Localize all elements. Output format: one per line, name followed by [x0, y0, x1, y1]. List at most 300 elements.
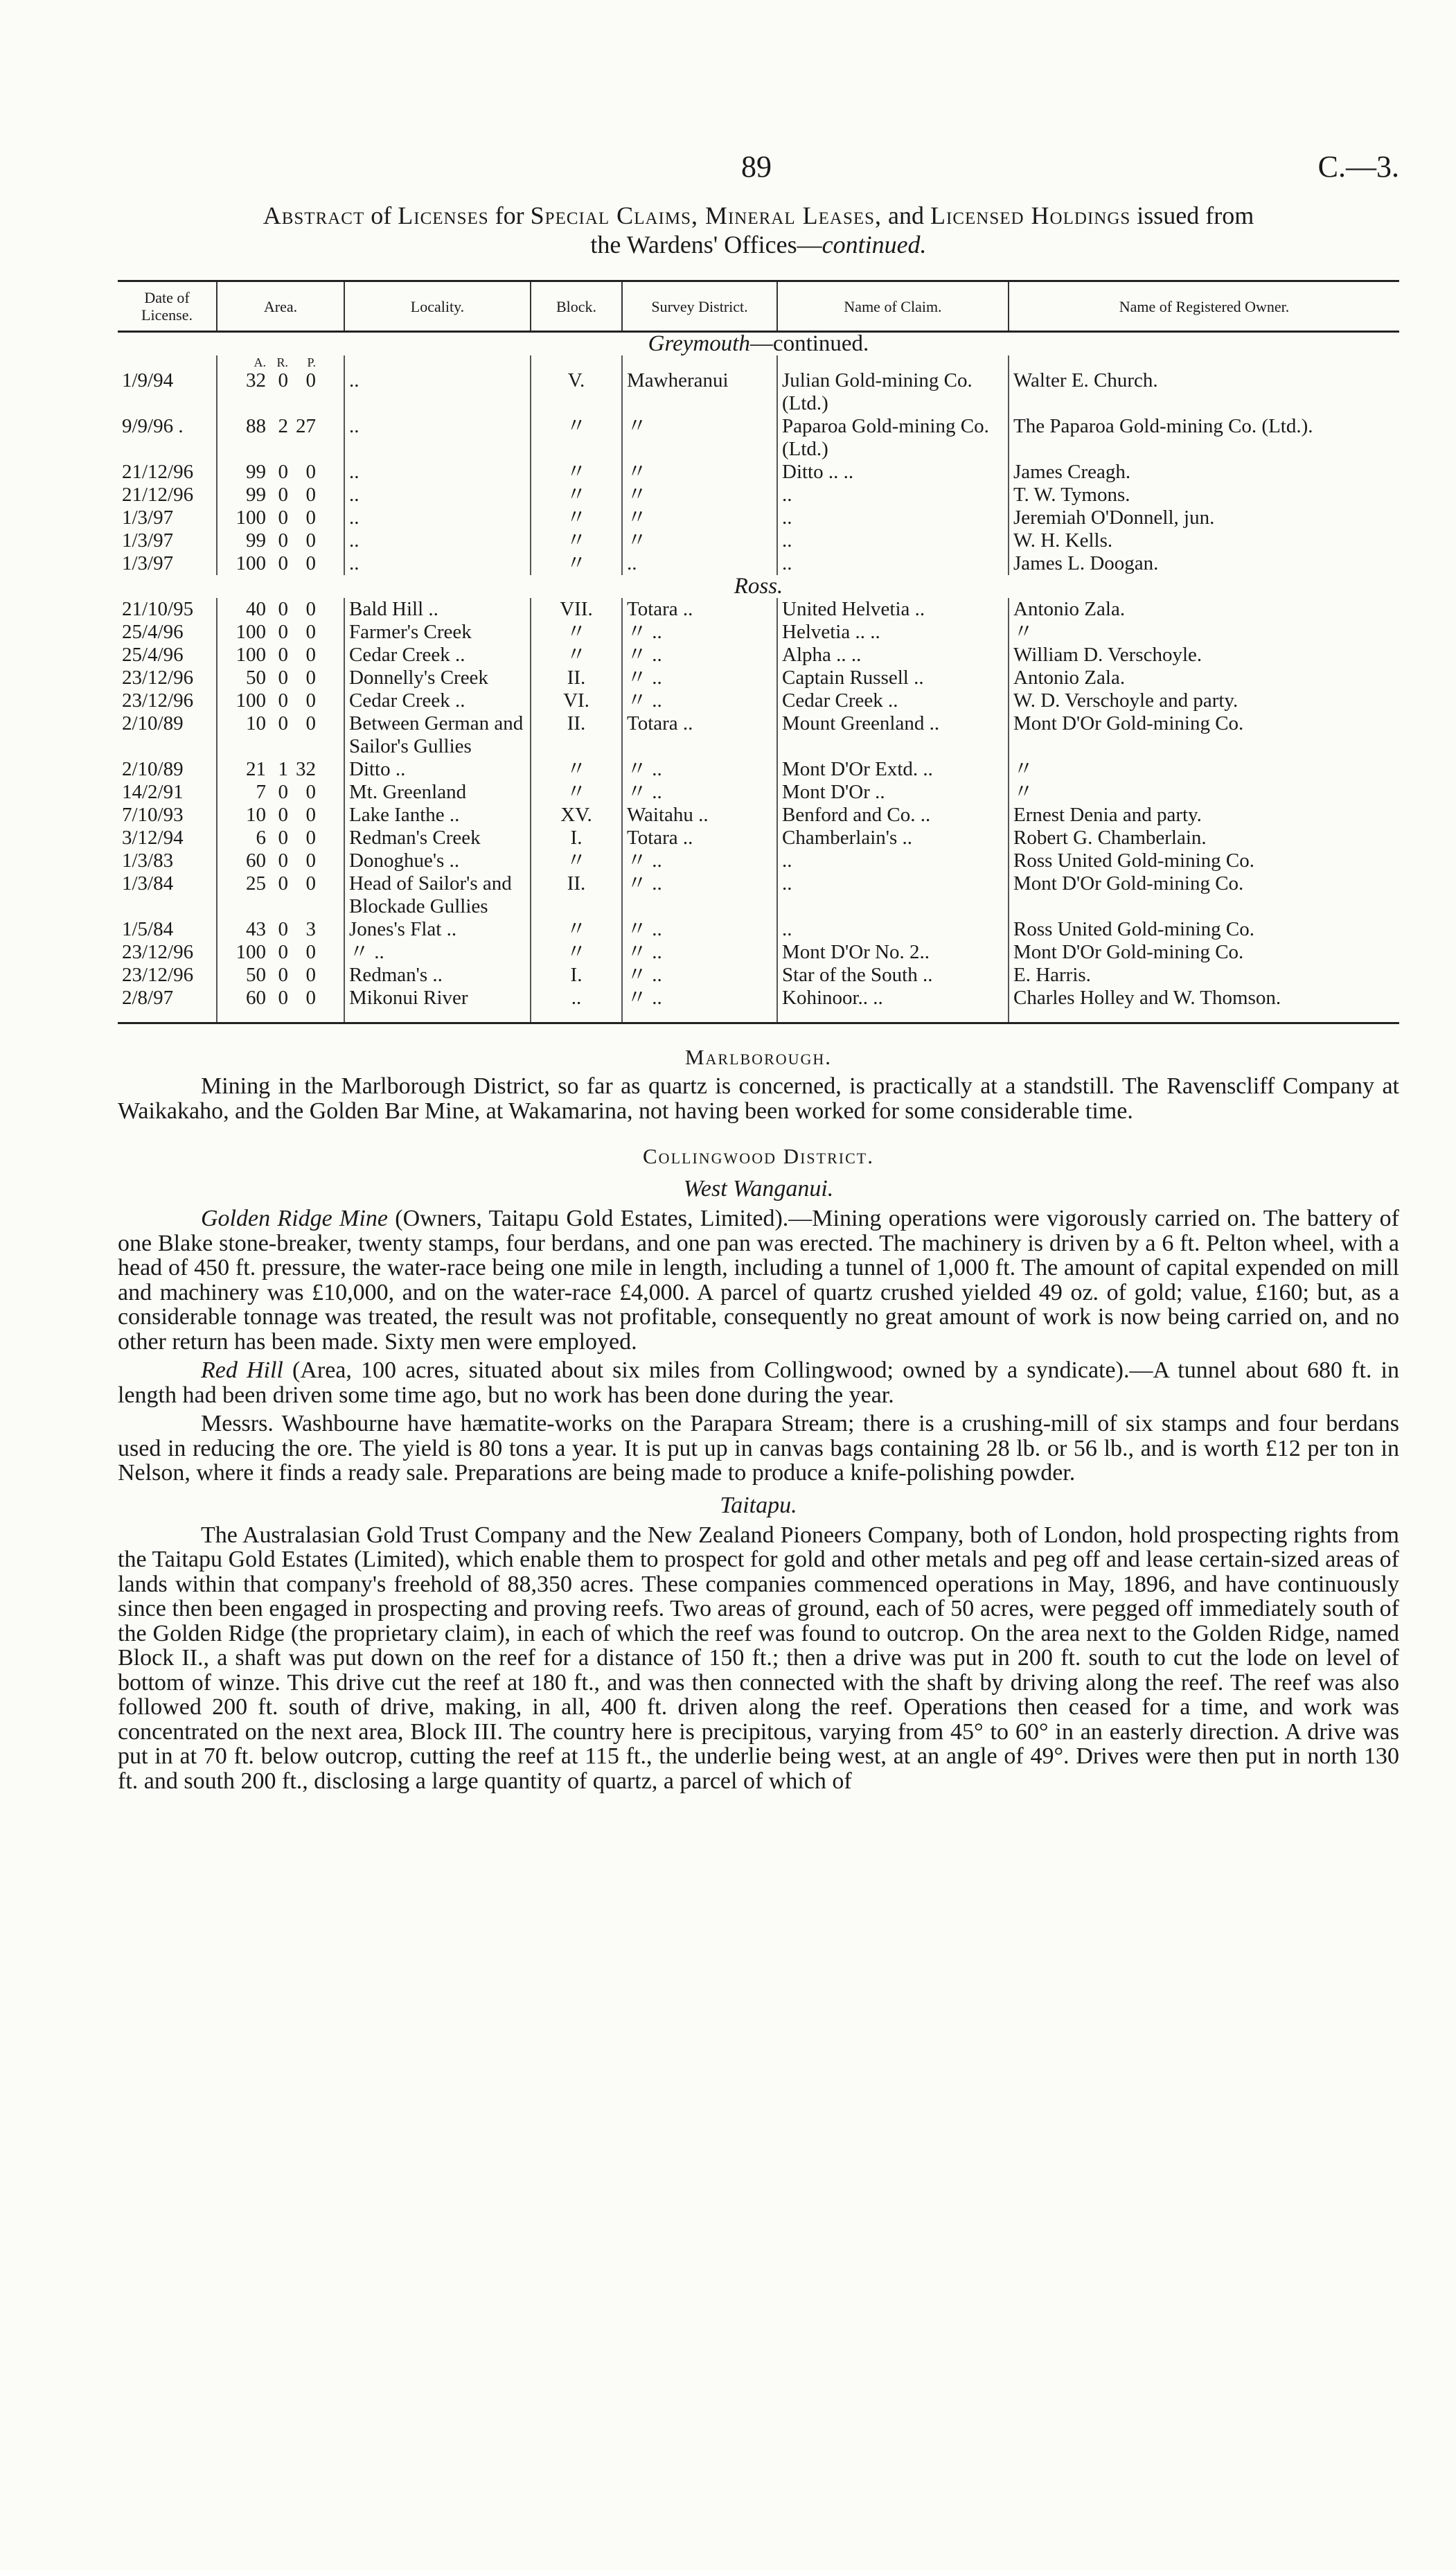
- license-date: 1/5/84: [122, 918, 174, 940]
- license-date: 21/12/96: [122, 461, 194, 483]
- locality: Farmer's Creek: [344, 621, 531, 644]
- area-a: 21: [246, 758, 266, 780]
- table-row: [118, 369, 1399, 415]
- title-word: for: [495, 202, 524, 229]
- title-word: Licensed Holdings: [930, 202, 1131, 229]
- area-r: 0: [278, 781, 288, 803]
- claim-name: Captain Russell ..: [777, 667, 1009, 689]
- license-date: 21/10/95: [122, 598, 194, 620]
- table-body: [118, 332, 1399, 1023]
- area-a: 50: [246, 964, 266, 986]
- locality: Redman's Creek: [344, 827, 531, 850]
- col-claim-name: Name of Claim.: [777, 281, 1009, 332]
- area-p: 0: [305, 941, 316, 963]
- area-r: 0: [278, 529, 288, 552]
- survey-district: 〃 ..: [622, 644, 777, 667]
- area-a: 60: [246, 987, 266, 1009]
- survey-district: 〃: [622, 529, 777, 552]
- area-r: 0: [278, 552, 288, 574]
- title-word: continued.: [822, 231, 927, 258]
- page-number: 89: [741, 150, 772, 184]
- area-p: 0: [305, 964, 316, 986]
- area-p: 0: [305, 987, 316, 1009]
- area: [217, 689, 344, 712]
- area-unit-r: R.: [276, 355, 288, 369]
- block: II.: [531, 712, 622, 758]
- area-r: 0: [278, 644, 288, 666]
- table-row: [118, 781, 1399, 804]
- area-p: 0: [305, 507, 316, 529]
- area-p: 0: [305, 644, 316, 666]
- area: [217, 918, 344, 941]
- table-row: [118, 461, 1399, 484]
- red-hill-paragraph: [118, 1358, 1399, 1407]
- area-p: 0: [305, 484, 316, 506]
- table-row: [118, 598, 1399, 621]
- area-p: 0: [305, 781, 316, 803]
- claim-name: Helvetia .. ..: [777, 621, 1009, 644]
- golden-ridge-text: (Owners, Taitapu Gold Estates, Limited).—Mining operations were vigorously carried on. The battery of one Blake stone-breaker, twenty stamps, four berdans, and one pan was erected. The machinery is driven by a 6 ft. Pelton wheel, with a head of 450 ft. pressure, the water-race being one mile in length, including a tunnel of 1,000 ft. The amount of capital expended on mill and machinery was £10,000, and on the water-race £4,000. A parcel of quartz crushed yielded 49 oz. of gold; value, £160; but, as a considerable tonnage was treated, the result was not profitable, consequently no great amount of work is now being carried on, and no other return has been made. Sixty men were employed.: [118, 1206, 1399, 1355]
- area-units-row: [118, 355, 1399, 369]
- locality: Mikonui River: [344, 987, 531, 1023]
- section-ross: [118, 575, 1399, 598]
- area: [217, 621, 344, 644]
- block: XV.: [531, 804, 622, 827]
- area-p: 0: [305, 667, 316, 689]
- license-date: 1/3/83: [122, 850, 174, 872]
- col-owner: Name of Registered Owner.: [1009, 281, 1399, 332]
- col-area: Area.: [217, 281, 344, 332]
- area-r: 0: [278, 827, 288, 849]
- taitapu-paragraph: The Australasian Gold Trust Company and the New Zealand Pioneers Company, both of London, hold prospecting rights from the Taitapu Gold Estates (Limited), which enable them to prospect for gold and other metals and peg off and lease certain-sized areas of lands within that company's freehold of 88,350 acres. These companies commenced operations in May, 1896, and have continuously since then been engaged in prospecting and proving reefs. Two areas of ground, each of 50 acres, were pegged off immediately south of the Golden Ridge (the proprietary claim), in each of which the reef was found to outcrop. On the area next to the Golden Ridge, named Block II., a shaft was put down on the reef for a distance of 150 ft.; then a drive was put in 200 ft. south to cut the lode on level of bottom of winze. This drive cut the reef at 180 ft., and was then connected with the shaft by driving along the reef. The reef was also followed 200 ft. south of drive, making, in all, 400 ft. driven along the reef. Operations then ceased for a time, and work was concentrated on the next area, Block III. The country here is precipitous, varying from 45° to 60° in an easterly direction. A drive was put in at 70 ft. below outcrop, cutting the reef at 115 ft., the underlie being west, at an angle of 49°. Drives were then put in north 130 ft. and south 200 ft., disclosing a large quantity of quartz, a parcel of which of: [118, 1522, 1399, 1794]
- col-block: Block.: [531, 281, 622, 332]
- table-row: [118, 712, 1399, 758]
- area-a: 40: [246, 598, 266, 620]
- area: [217, 529, 344, 552]
- claim-name: ..: [777, 552, 1009, 575]
- survey-district: 〃: [622, 415, 777, 461]
- survey-district: Waitahu ..: [622, 804, 777, 827]
- survey-district: 〃 ..: [622, 964, 777, 987]
- registered-owner: Mont D'Or Gold-mining Co.: [1009, 941, 1399, 964]
- area-r: 0: [278, 850, 288, 872]
- block: 〃: [531, 781, 622, 804]
- license-date: 9/9/96 .: [122, 415, 184, 437]
- block: 〃: [531, 850, 622, 872]
- red-hill-text: (Area, 100 acres, situated about six miles from Collingwood; owned by a syndicate).—A tunnel about 680 ft. in length had been driven some time ago, but no work has been done during the year.: [118, 1357, 1399, 1408]
- area: [217, 781, 344, 804]
- area-p: 3: [305, 918, 316, 940]
- area-r: 0: [278, 461, 288, 483]
- locality: Donnelly's Creek: [344, 667, 531, 689]
- locality: Cedar Creek ..: [344, 644, 531, 667]
- marlborough-paragraph: Mining in the Marlborough District, so far as quartz is concerned, is practically at a standstill. The Ravenscliff Company at Waikakaho, and the Golden Bar Mine, at Wakamarina, not having been worked for some considerable time.: [118, 1073, 1399, 1124]
- claim-name: ..: [777, 850, 1009, 872]
- document-page: [118, 149, 1399, 1793]
- collingwood-heading: Collingwood District.: [643, 1144, 874, 1168]
- units-spacer: [344, 355, 531, 369]
- block: 〃: [531, 484, 622, 507]
- block: I.: [531, 827, 622, 850]
- license-date: 23/12/96: [122, 964, 194, 986]
- units-spacer: [531, 355, 622, 369]
- table-row: [118, 987, 1399, 1023]
- table-row: [118, 689, 1399, 712]
- survey-district: ..: [622, 552, 777, 575]
- registered-owner: T. W. Tymons.: [1009, 484, 1399, 507]
- survey-district: Totara ..: [622, 712, 777, 758]
- area-p: 0: [305, 827, 316, 849]
- area: [217, 964, 344, 987]
- title-word: issued from: [1137, 202, 1254, 229]
- units-spacer: [622, 355, 777, 369]
- survey-district: Mawheranui: [622, 369, 777, 415]
- area: [217, 552, 344, 575]
- area: [217, 941, 344, 964]
- locality: Ditto ..: [344, 758, 531, 781]
- locality: ..: [344, 461, 531, 484]
- registered-owner: William D. Verschoyle.: [1009, 644, 1399, 667]
- registered-owner: Antonio Zala.: [1009, 667, 1399, 689]
- claim-name: Star of the South ..: [777, 964, 1009, 987]
- area-a: 99: [246, 484, 266, 506]
- table-header-row: [118, 281, 1399, 332]
- area-p: 0: [305, 598, 316, 620]
- title-word: Abstract: [263, 202, 365, 229]
- area: [217, 644, 344, 667]
- block: 〃: [531, 461, 622, 484]
- table-row: [118, 621, 1399, 644]
- registered-owner: Ernest Denia and party.: [1009, 804, 1399, 827]
- area-p: 0: [305, 712, 316, 734]
- claim-name: Julian Gold-mining Co. (Ltd.): [777, 369, 1009, 415]
- section-greymouth: [118, 332, 1399, 356]
- claim-name: Cedar Creek ..: [777, 689, 1009, 712]
- area-p: 0: [305, 621, 316, 643]
- area: [217, 484, 344, 507]
- license-date: 23/12/96: [122, 941, 194, 963]
- table-row: [118, 758, 1399, 781]
- document-reference: C.—3.: [1317, 150, 1399, 184]
- area-r: 0: [278, 964, 288, 986]
- area: [217, 804, 344, 827]
- survey-district: 〃 ..: [622, 941, 777, 964]
- survey-district: 〃 ..: [622, 667, 777, 689]
- license-date: 1/3/97: [122, 552, 174, 574]
- area-r: 0: [278, 804, 288, 826]
- registered-owner: The Paparoa Gold-mining Co. (Ltd.).: [1009, 415, 1399, 461]
- block: ..: [531, 987, 622, 1023]
- area-r: 0: [278, 712, 288, 734]
- table-row: [118, 827, 1399, 850]
- title-word: Special Claims, Mineral Leases,: [530, 202, 882, 229]
- registered-owner: Robert G. Chamberlain.: [1009, 827, 1399, 850]
- survey-district: 〃 ..: [622, 621, 777, 644]
- table-row: [118, 872, 1399, 918]
- registered-owner: 〃: [1009, 781, 1399, 804]
- area: [217, 369, 344, 415]
- area: [217, 598, 344, 621]
- block: VI.: [531, 689, 622, 712]
- area-r: 0: [278, 872, 288, 895]
- area-a: 100: [236, 552, 266, 574]
- area-a: 10: [246, 712, 266, 734]
- claim-name: Chamberlain's ..: [777, 827, 1009, 850]
- locality: ..: [344, 369, 531, 415]
- table-row: [118, 529, 1399, 552]
- area-a: 100: [236, 941, 266, 963]
- area-r: 0: [278, 369, 288, 391]
- survey-district: 〃: [622, 461, 777, 484]
- area-r: 0: [278, 484, 288, 506]
- claim-name: Mont D'Or ..: [777, 781, 1009, 804]
- table-row: [118, 964, 1399, 987]
- locality: Between German and Sailor's Gullies: [344, 712, 531, 758]
- area: [217, 987, 344, 1023]
- area-units: [217, 355, 344, 369]
- locality: Mt. Greenland: [344, 781, 531, 804]
- registered-owner: Ross United Gold-mining Co.: [1009, 918, 1399, 941]
- registered-owner: Charles Holley and W. Thomson.: [1009, 987, 1399, 1023]
- col-date: Date of License.: [118, 281, 217, 332]
- units-spacer: [777, 355, 1009, 369]
- units-spacer: [118, 355, 217, 369]
- registered-owner: Jeremiah O'Donnell, jun.: [1009, 507, 1399, 529]
- area: [217, 850, 344, 872]
- claim-name: Mount Greenland ..: [777, 712, 1009, 758]
- registered-owner: Antonio Zala.: [1009, 598, 1399, 621]
- block: 〃: [531, 758, 622, 781]
- units-spacer: [1009, 355, 1399, 369]
- locality: ..: [344, 529, 531, 552]
- area-unit-p: P.: [307, 355, 316, 369]
- area-p: 0: [305, 872, 316, 895]
- area: [217, 758, 344, 781]
- table-row: [118, 552, 1399, 575]
- area-a: 7: [256, 781, 266, 803]
- survey-district: 〃 ..: [622, 850, 777, 872]
- area: [217, 827, 344, 850]
- page-header: [118, 149, 1399, 201]
- table-row: [118, 507, 1399, 529]
- table-row: [118, 941, 1399, 964]
- block: II.: [531, 872, 622, 918]
- table-row: [118, 484, 1399, 507]
- license-date: 25/4/96: [122, 644, 184, 666]
- locality: ..: [344, 415, 531, 461]
- license-date: 1/9/94: [122, 369, 174, 391]
- area-r: 0: [278, 667, 288, 689]
- area-r: 0: [278, 621, 288, 643]
- col-locality: Locality.: [344, 281, 531, 332]
- claim-name: ..: [777, 918, 1009, 941]
- claim-name: ..: [777, 507, 1009, 529]
- title-word: of: [371, 202, 392, 229]
- table-row: [118, 804, 1399, 827]
- area-r: 1: [278, 758, 288, 780]
- survey-district: 〃: [622, 507, 777, 529]
- area-a: 43: [246, 918, 266, 940]
- washbourne-paragraph: Messrs. Washbourne have hæmatite-works on the Parapara Stream; there is a crushing-mill of six stamps and four berdans used in reducing the ore. The yield is 80 tons a year. It is put up in canvas bags containing 28 lb. or 56 lb., and is worth £12 per ton in Nelson, where it finds a ready sale. Preparations are being made to produce a knife-polishing powder.: [118, 1411, 1399, 1486]
- license-date: 7/10/93: [122, 804, 184, 826]
- license-date: 23/12/96: [122, 667, 194, 689]
- area-p: 0: [305, 369, 316, 391]
- locality: Redman's ..: [344, 964, 531, 987]
- claim-name: Paparoa Gold-mining Co. (Ltd.): [777, 415, 1009, 461]
- area-a: 32: [246, 369, 266, 391]
- registered-owner: W. D. Verschoyle and party.: [1009, 689, 1399, 712]
- area-p: 0: [305, 552, 316, 574]
- section-continued: —continued.: [749, 331, 869, 356]
- block: 〃: [531, 918, 622, 941]
- survey-district: 〃 ..: [622, 781, 777, 804]
- area-p: 0: [305, 850, 316, 872]
- golden-ridge-paragraph: [118, 1206, 1399, 1354]
- claim-name: Mont D'Or No. 2..: [777, 941, 1009, 964]
- area-p: 0: [305, 804, 316, 826]
- survey-district: 〃 ..: [622, 689, 777, 712]
- locality: 〃 ..: [344, 941, 531, 964]
- registered-owner: 〃: [1009, 621, 1399, 644]
- locality: Head of Sailor's and Blockade Gullies: [344, 872, 531, 918]
- block: 〃: [531, 507, 622, 529]
- license-date: 2/10/89: [122, 758, 184, 780]
- red-hill-lead: Red Hill: [201, 1357, 283, 1383]
- area-r: 0: [278, 507, 288, 529]
- license-date: 21/12/96: [122, 484, 194, 506]
- locality: Lake Ianthe ..: [344, 804, 531, 827]
- table-row: [118, 644, 1399, 667]
- claim-name: United Helvetia ..: [777, 598, 1009, 621]
- block: 〃: [531, 415, 622, 461]
- area-p: 32: [296, 758, 316, 780]
- survey-district: Totara ..: [622, 598, 777, 621]
- block: I.: [531, 964, 622, 987]
- license-date: 23/12/96: [122, 689, 194, 712]
- table-row: [118, 667, 1399, 689]
- area-a: 50: [246, 667, 266, 689]
- license-date: 2/10/89: [122, 712, 184, 734]
- area-a: 10: [246, 804, 266, 826]
- locality: ..: [344, 484, 531, 507]
- block: V.: [531, 369, 622, 415]
- golden-ridge-lead: Golden Ridge Mine: [201, 1206, 388, 1231]
- registered-owner: W. H. Kells.: [1009, 529, 1399, 552]
- claim-name: ..: [777, 484, 1009, 507]
- registered-owner: 〃: [1009, 758, 1399, 781]
- registered-owner: Walter E. Church.: [1009, 369, 1399, 415]
- licenses-table: [118, 280, 1399, 1024]
- taitapu-subheading: Taitapu.: [720, 1492, 797, 1518]
- area: [217, 667, 344, 689]
- survey-district: 〃: [622, 484, 777, 507]
- survey-district: 〃 ..: [622, 987, 777, 1023]
- area-a: 99: [246, 461, 266, 483]
- area: [217, 507, 344, 529]
- area-a: 88: [246, 415, 266, 437]
- area-a: 100: [236, 644, 266, 666]
- area-r: 0: [278, 918, 288, 940]
- claim-name: Ditto .. ..: [777, 461, 1009, 484]
- section-title: [118, 575, 1399, 598]
- area-r: 0: [278, 598, 288, 620]
- survey-district: 〃 ..: [622, 758, 777, 781]
- survey-district: Totara ..: [622, 827, 777, 850]
- registered-owner: James Creagh.: [1009, 461, 1399, 484]
- registered-owner: Mont D'Or Gold-mining Co.: [1009, 872, 1399, 918]
- block: 〃: [531, 529, 622, 552]
- block: 〃: [531, 644, 622, 667]
- area: [217, 415, 344, 461]
- area-p: 27: [296, 415, 316, 437]
- area-a: 99: [246, 529, 266, 552]
- locality: ..: [344, 507, 531, 529]
- license-date: 25/4/96: [122, 621, 184, 643]
- area-a: 100: [236, 621, 266, 643]
- area-r: 0: [278, 689, 288, 712]
- table-row: [118, 918, 1399, 941]
- survey-district: 〃 ..: [622, 918, 777, 941]
- area: [217, 872, 344, 918]
- marlborough-heading: Marlborough.: [684, 1045, 833, 1069]
- title-word: Licenses: [398, 202, 489, 229]
- license-date: 1/3/97: [122, 507, 174, 529]
- license-date: 1/3/84: [122, 872, 174, 895]
- section-name: Ross.: [734, 574, 783, 599]
- area-r: 2: [278, 415, 288, 437]
- locality: Donoghue's ..: [344, 850, 531, 872]
- registered-owner: James L. Doogan.: [1009, 552, 1399, 575]
- west-wanganui-subheading: West Wanganui.: [683, 1176, 834, 1202]
- area-p: 0: [305, 529, 316, 552]
- registered-owner: E. Harris.: [1009, 964, 1399, 987]
- locality: Jones's Flat ..: [344, 918, 531, 941]
- block: 〃: [531, 621, 622, 644]
- claim-name: ..: [777, 872, 1009, 918]
- registered-owner: Mont D'Or Gold-mining Co.: [1009, 712, 1399, 758]
- license-date: 14/2/91: [122, 781, 184, 803]
- claim-name: Kohinoor.. ..: [777, 987, 1009, 1023]
- section-name: Greymouth: [648, 331, 750, 356]
- area-a: 6: [256, 827, 266, 849]
- title-word: the Wardens' Offices—: [590, 231, 822, 258]
- area-unit-a: A.: [254, 355, 266, 369]
- area-a: 60: [246, 850, 266, 872]
- license-date: 2/8/97: [118, 987, 217, 1023]
- license-date: 3/12/94: [122, 827, 184, 849]
- area-a: 100: [236, 689, 266, 712]
- license-date: 1/3/97: [122, 529, 174, 552]
- section-title: [118, 332, 1399, 356]
- locality: ..: [344, 552, 531, 575]
- table-row: [118, 415, 1399, 461]
- area: [217, 461, 344, 484]
- area-r: 0: [278, 987, 288, 1009]
- abstract-title: [118, 201, 1399, 259]
- block: VII.: [531, 598, 622, 621]
- survey-district: 〃 ..: [622, 872, 777, 918]
- block: II.: [531, 667, 622, 689]
- locality: Cedar Creek ..: [344, 689, 531, 712]
- area: [217, 712, 344, 758]
- claim-name: Mont D'Or Extd. ..: [777, 758, 1009, 781]
- claim-name: Benford and Co. ..: [777, 804, 1009, 827]
- title-word: and: [888, 202, 925, 229]
- area-a: 100: [236, 507, 266, 529]
- claim-name: Alpha .. ..: [777, 644, 1009, 667]
- claim-name: ..: [777, 529, 1009, 552]
- area-a: 25: [246, 872, 266, 895]
